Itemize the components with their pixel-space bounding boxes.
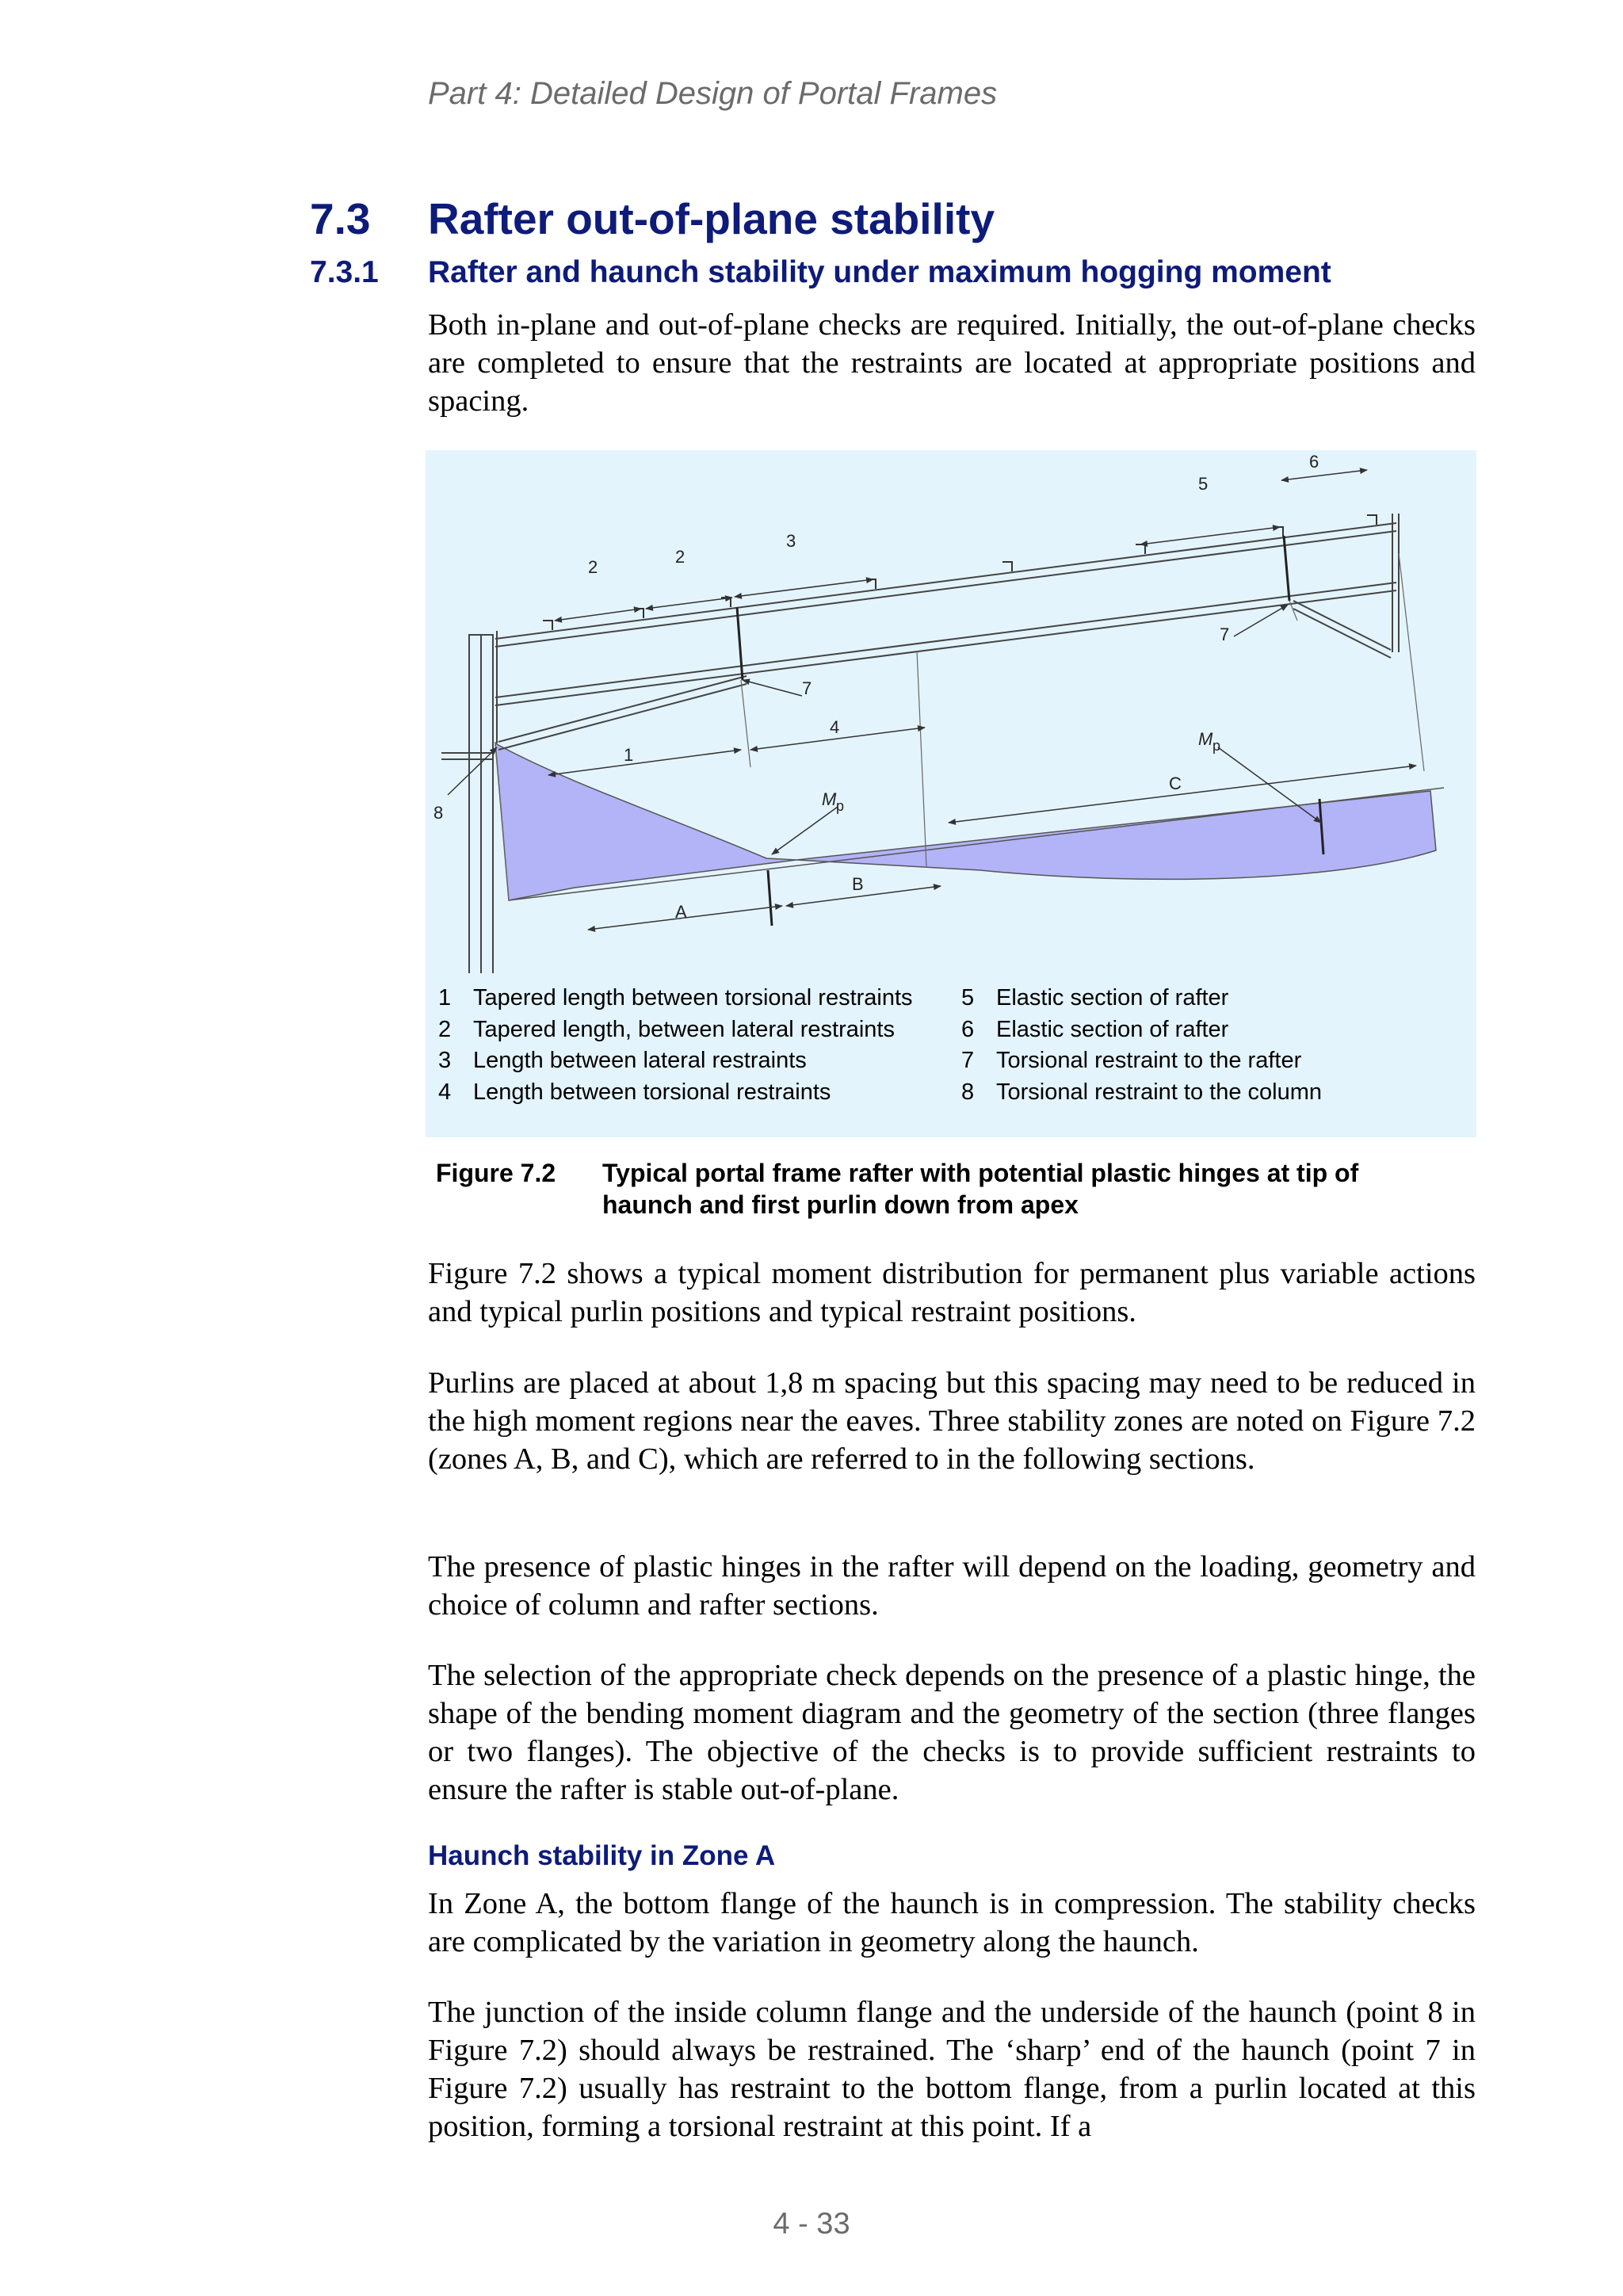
portal-frame-diagram <box>426 450 1476 973</box>
label-mp-1-sub: p <box>836 798 845 814</box>
subsection-number: 7.3.1 <box>310 255 379 289</box>
legend-text: Elastic section of rafter <box>996 985 1229 1010</box>
paragraph-2: Purlins are placed at about 1,8 m spacing but this spacing may need to be reduced in the high moment regions near the eaves. Three stability zones are noted on Figure 7.2 (zones A, B, and C), which are referred to in the following sections. <box>428 1366 1476 1476</box>
running-header: Part 4: Detailed Design of Portal Frames <box>428 76 998 111</box>
paragraph-5: In Zone A, the bottom flange of the haunch is in compression. The stability checks are complicated by the variation in geometry along the haunch. <box>428 1887 1476 1958</box>
legend-text: Torsional restraint to the rafter <box>996 1048 1302 1073</box>
figure-caption-text: Typical portal frame rafter with potential plastic hinges at tip of haunch and first purlin down from apex <box>602 1159 1359 1219</box>
legend-num: 8 <box>961 1079 975 1105</box>
legend-text: Length between torsional restraints <box>473 1079 831 1105</box>
label-3: 3 <box>786 531 796 551</box>
legend-num: 4 <box>438 1079 452 1105</box>
moment-diagram-sagging <box>796 791 1436 879</box>
rafter <box>495 514 1399 705</box>
label-4: 4 <box>830 717 840 737</box>
legend-num: 5 <box>961 985 975 1010</box>
legend-num: 2 <box>438 1016 452 1042</box>
paragraph-6: The junction of the inside column flange and the underside of the haunch (point 8 in Figure 7.2) should always be restrained. The ‘sharp’ end of the haunch (point 7 in Figure 7.2) usually has restraint to the bottom flange, from a purlin located at this position, forming a torsional restraint at this point. If a <box>428 1996 1476 2143</box>
paragraph-4: The selection of the appropriate check depends on the presence of a plastic hinge, the shape of the bending moment diagram and the geometry of the section (three flanges or two flanges). The objective of the checks is to provide sufficient restraints to ensure the rafter is stable out-of-plane. <box>428 1659 1476 1806</box>
label-8: 8 <box>433 803 444 823</box>
page-number: 4 - 33 <box>773 2207 850 2241</box>
subsection-heading <box>310 255 1331 290</box>
paragraph-1: Figure 7.2 shows a typical moment distribution for permanent plus variable actions and typical purlin positions and typical restraint positions. <box>428 1257 1476 1328</box>
section-title: Rafter out-of-plane stability <box>428 194 995 243</box>
label-zone-a: A <box>675 902 687 922</box>
legend-text: Elastic section of rafter <box>996 1016 1229 1042</box>
label-zone-b: B <box>852 874 864 894</box>
legend-num: 3 <box>438 1048 452 1073</box>
legend-num: 7 <box>961 1048 975 1073</box>
label-2a: 2 <box>588 557 598 577</box>
label-mp-1: M <box>822 789 837 809</box>
purlins <box>543 515 1377 630</box>
label-mp-2-sub: p <box>1212 738 1221 754</box>
label-zone-c: C <box>1169 774 1182 793</box>
legend-text: Torsional restraint to the column <box>996 1079 1323 1105</box>
label-2b: 2 <box>675 547 685 567</box>
legend-text: Length between lateral restraints <box>473 1048 807 1073</box>
label-5: 5 <box>1198 474 1209 494</box>
paragraph-3: The presence of plastic hinges in the rafter will depend on the loading, geometry and choice of column and rafter sections. <box>428 1550 1476 1622</box>
subsection-title: Rafter and haunch stability under maximum hogging moment <box>428 255 1331 289</box>
section-heading <box>310 193 995 244</box>
section-number: 7.3 <box>310 194 371 243</box>
legend-num: 6 <box>961 1016 975 1042</box>
figure-7-2 <box>426 450 1476 1137</box>
intro-paragraph: Both in-plane and out-of-plane checks are required. Initially, the out-of-plane checks are completed to ensure that the restraints are located at appropriate positions and spacing. <box>428 308 1476 418</box>
zone-a-heading: Haunch stability in Zone A <box>428 1840 776 1871</box>
figure-label: Figure 7.2 <box>436 1159 556 1187</box>
column <box>441 631 497 973</box>
legend-text: Tapered length, between lateral restraints <box>473 1016 895 1042</box>
legend-num: 1 <box>438 985 452 1010</box>
label-1: 1 <box>624 745 634 765</box>
legend-text: Tapered length between torsional restraints <box>473 985 913 1010</box>
label-mp-2: M <box>1198 729 1213 749</box>
label-7a: 7 <box>802 678 812 698</box>
label-6: 6 <box>1309 452 1319 472</box>
moment-diagram-hogging <box>495 743 796 900</box>
label-7b: 7 <box>1220 625 1230 644</box>
